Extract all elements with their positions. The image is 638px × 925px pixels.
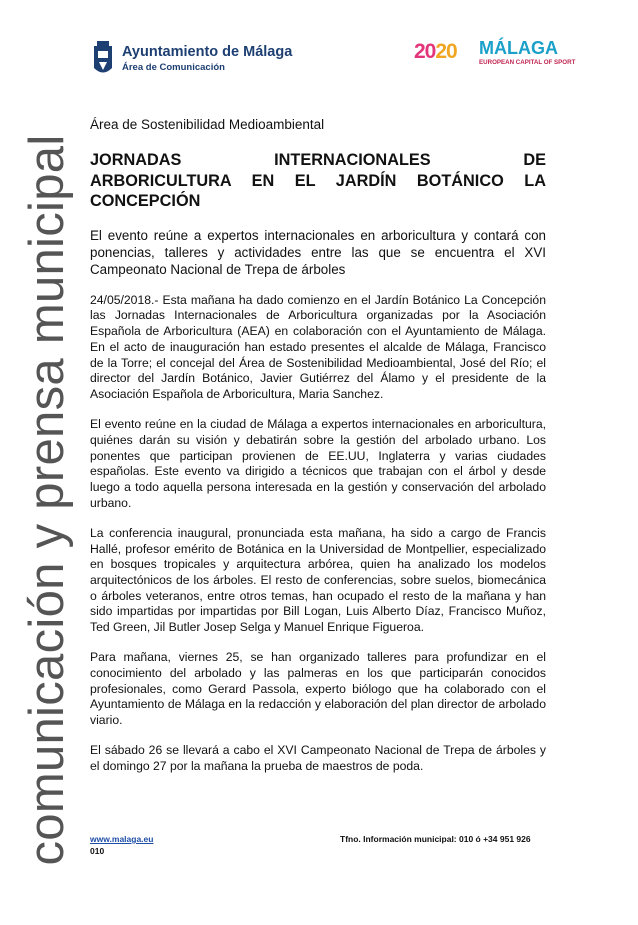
- subtitle: El evento reúne a expertos internacionales en arboricultura y contará con ponencias, talleres y actividades entre las que se encuentra el XVI Campeonato Nacional de Trepa de árboles: [90, 227, 546, 278]
- city-shield-icon: [92, 40, 114, 78]
- website-link[interactable]: www.malaga.eu: [90, 834, 154, 844]
- ayuntamiento-logo[interactable]: [92, 40, 292, 78]
- footer: [90, 834, 546, 857]
- logo-subtitle: Área de Comunicación: [122, 62, 225, 73]
- paragraph: El evento reúne en la ciudad de Málaga a expertos internacionales en arboricultura, quiénes darán su visión y debatirán sobre la gestión del arbolado urbano. Los ponentes que participan provienen de EE.UU, Inglaterra y varias ciudades españolas. Este evento va dirigido a técnicos que trabajan con el árbol y desde luego a todo aquella persona interesada en la gestión y conservación del arbolado urbano.: [90, 417, 546, 510]
- headline: JORNADAS INTERNACIONALES DE ARBORICULTURA EN EL JARDÍN BOTÁNICO LA CONCEPCIÓN: [90, 151, 546, 210]
- press-release-body: [90, 117, 546, 789]
- logo-malaga-subtitle: EUROPEAN CAPITAL OF SPORT: [479, 59, 576, 66]
- department-name: Área de Sostenibilidad Medioambiental: [90, 117, 325, 132]
- vertical-sidebar-text: comunicación y prensa municipal: [20, 134, 74, 866]
- european-capital-of-sport-logo: [414, 30, 576, 76]
- phone-info: Tfno. Información municipal: 010 ó +34 951 926: [340, 834, 531, 844]
- paragraph: El sábado 26 se llevará a cabo el XVI Campeonato Nacional de Trepa de árboles y el domingo 27 por la mañana la prueba de maestros de poda.: [90, 743, 546, 773]
- logo-malaga-title: MÁLAGA: [479, 38, 558, 58]
- logo-title: Ayuntamiento de Málaga: [122, 44, 293, 60]
- phone-info-cont: 010: [90, 845, 105, 856]
- paragraph: 24/05/2018.- Esta mañana ha dado comienzo en el Jardín Botánico La Concepción las Jornadas Internacionales de Arboricultura organizadas por la Asociación Española de Arboricultura (AEA) en colaboración con el Ayuntamiento de Málaga. En el acto de inauguración han estado presentes el alcalde de Málaga, Francisco de la Torre; el concejal del Área de Sostenibilidad Medioambiental, José del Río; el director del Jardín Botánico, Javier Gutiérrez del Álamo y el presidente de la Asociación Española de Arboricultura, Maria Sanchez.: [90, 292, 546, 401]
- paragraph: Para mañana, viernes 25, se han organizado talleres para profundizar en el conocimiento del arbolado y las palmeras en los que participarán conocidos profesionales, como Gerard Passola, experto biólogo que ha colaborado con el Ayuntamiento de Málaga en la redacción y elaboración del plan director de arbolado viario.: [90, 650, 546, 728]
- paragraph: La conferencia inaugural, pronunciada esta mañana, ha sido a cargo de Francis Hallé, profesor emérito de Botánica en la Universidad de Montpellier, especializado en bosques tropicales y arquitectura arbórea, quien ha analizado los modelos arquitectónicos de los árboles. El resto de conferencias, sobre suelos, biomecánica o árboles veteranos, entre otros temas, han ocupado el resto de la mañana y han sido impartidas por impartidas por Bill Logan, Luis Alberto Díaz, Francisco Muñoz, Ted Green, Jil Butler Josep Selga y Manuel Enrique Figueroa.: [90, 525, 546, 635]
- logo-year: 2020: [414, 40, 457, 63]
